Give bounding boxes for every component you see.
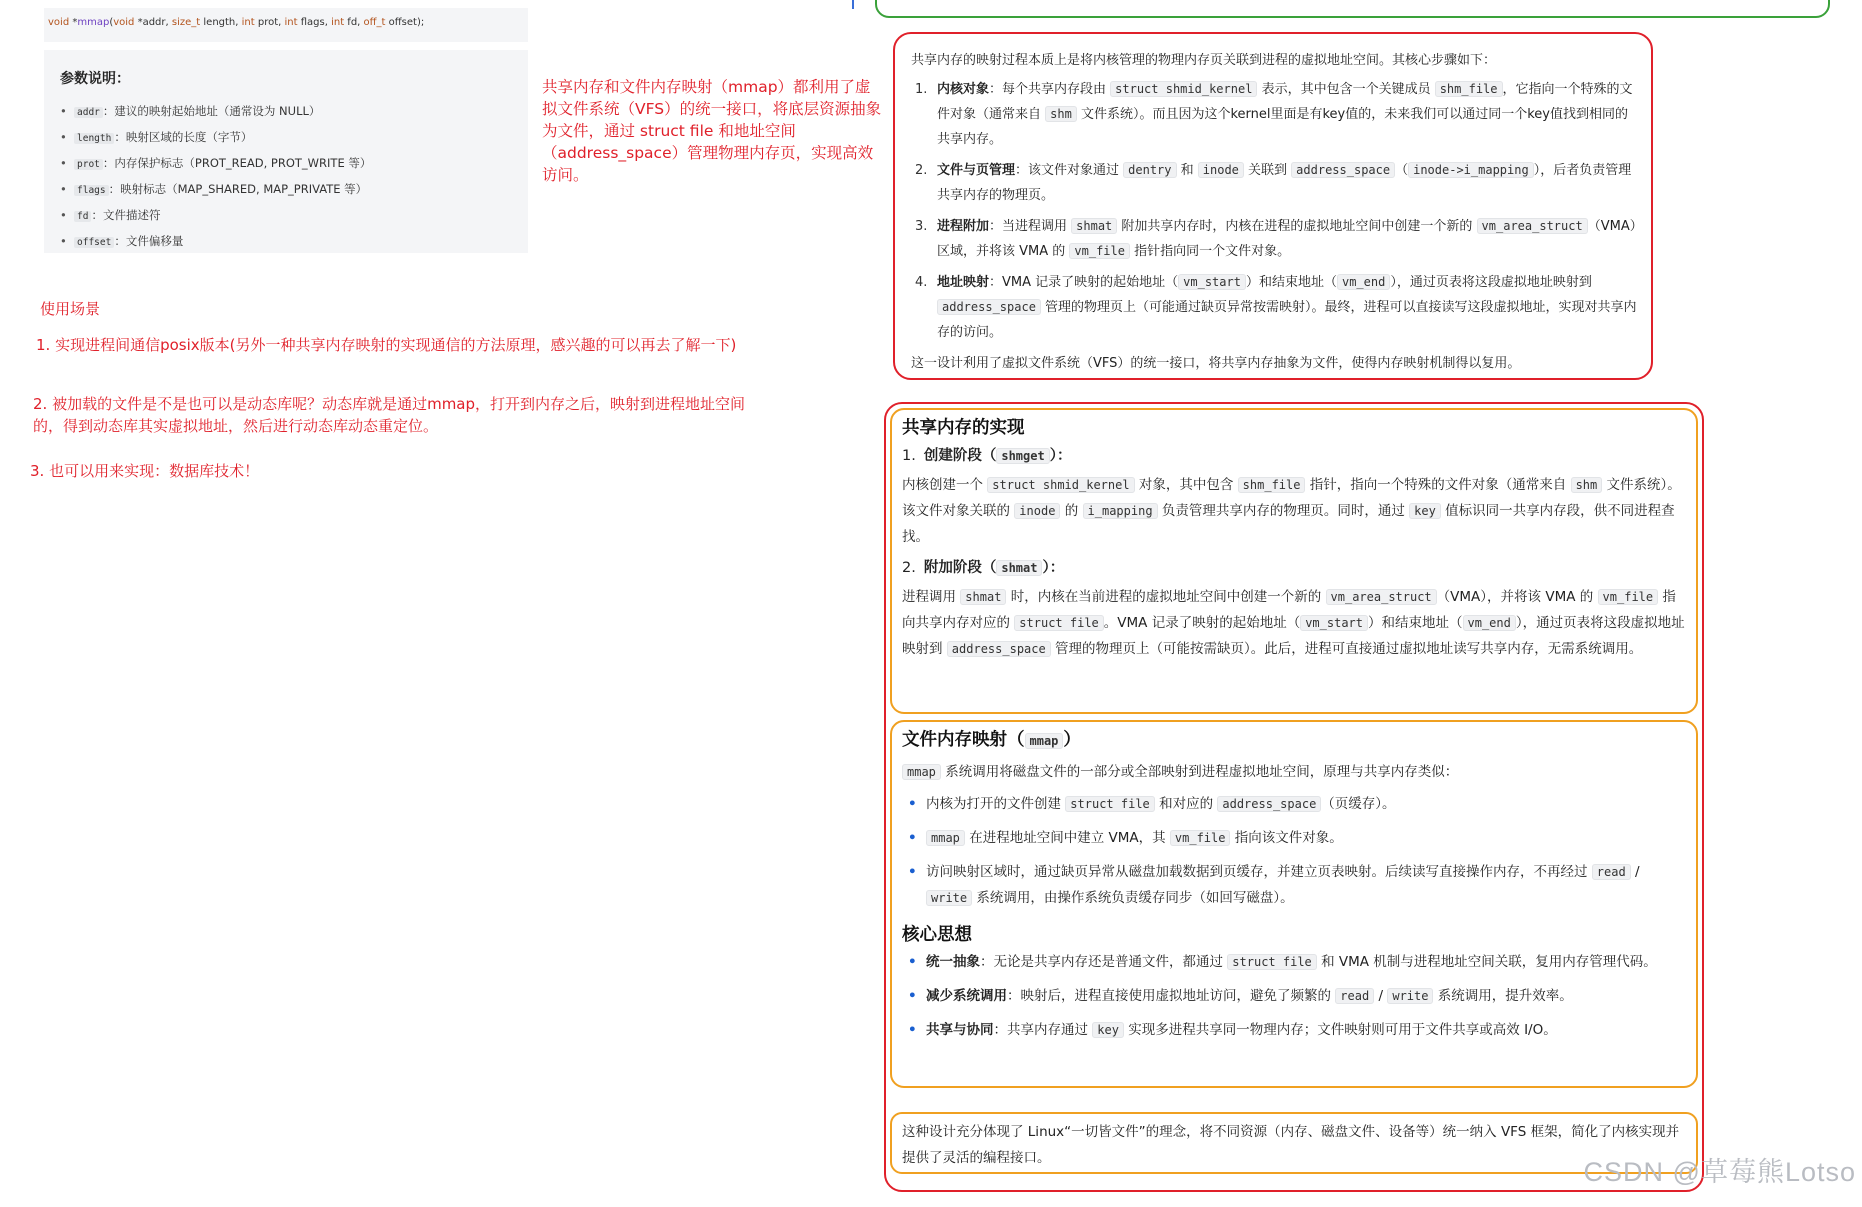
core-idea-bullet: • 统一抽象：无论是共享内存还是普通文件，都通过 struct file 和 VMA 机制与进程地址空间关联，复用内存管理代码。 — [902, 949, 1688, 975]
step-item: 2. 文件与页管理：该文件对象通过 dentry 和 inode 关联到 address_space （ inode->i_mapping ），后者负责管理共享内存的物理页。 — [915, 163, 1632, 203]
step-item: 4. 地址映射：VMA 记录了映射的起始地址（ vm_start ）和结束地址（ vm_end ），通过页表将这段虚拟地址映射到 address_space 管理的物理页上（可能通过缺页异常按需映射）。最终，进程可以直接读写这段虚拟地址，实现对共享内存的访问。 — [915, 275, 1637, 340]
mmap-box — [890, 720, 1698, 1088]
step-item: 1. 内核对象：每个共享内存段由 struct shmid_kernel 表示，其中包含一个关键成员 shm_file ，它指向一个特殊的文件对象（通常来自 shm 文件系统）。而且因为这个kernel里面是有key值的，未来我们可以通过同一个key值找到相同的共享内存。 — [915, 82, 1633, 147]
mmap-bullet: • 内核为打开的文件创建 struct file 和对应的 address_space （页缓存）。 — [902, 791, 1688, 817]
impl-phase-1-heading: 1. 创建阶段（ shmget ）： — [902, 448, 1072, 464]
mmap-title: 文件内存映射（ mmap ） — [902, 730, 1081, 750]
divider-tick — [852, 0, 854, 9]
param-item: • fd ：文件描述符 — [60, 206, 514, 232]
impl-phase-1-text: 内核创建一个 struct shmid_kernel 对象，其中包含 shm_file 指针，指向一个特殊的文件对象（通常来自 shm 文件系统）。该文件对象关联的 inode 的 i_mapping 负责管理共享内存的物理页。同时，通过 key 值标识同一共享内存段，供不同进程查找。 — [902, 477, 1681, 545]
params-list — [60, 102, 514, 258]
core-idea-bullets — [902, 949, 1688, 1043]
param-item: • prot ：内存保护标志（PROT_READ, PROT_WRITE 等） — [60, 154, 514, 180]
params-title: 参数说明： — [60, 71, 130, 87]
summary-text: 这种设计充分体现了 Linux“一切皆文件”的理念，将不同资源（内存、磁盘文件、设备等）统一纳入 VFS 框架，简化了内核实现并提供了灵活的编程接口。 — [902, 1124, 1680, 1166]
impl-title: 共享内存的实现 — [902, 418, 1025, 438]
green-frame — [875, 0, 1830, 18]
box1-outro: 这一设计利用了虚拟文件系统（VFS）的统一接口，将共享内存抽象为文件，使得内存映射机制得以复用。 — [911, 356, 1521, 371]
summary-box — [890, 1112, 1698, 1174]
vfs-annotation: 共享内存和文件内存映射（mmap）都利用了虚拟文件系统（VFS）的统一接口，将底层资源抽象为文件，通过 struct file 和地址空间（address_space）管理物理内存页，实现高效访问。 — [542, 78, 882, 184]
params-panel — [44, 50, 528, 253]
impl-phase-2-heading: 2. 附加阶段（ shmat ）： — [902, 560, 1065, 576]
mmap-intro: mmap 系统调用将磁盘文件的一部分或全部映射到进程虚拟地址空间，原理与共享内存类似： — [902, 759, 1688, 785]
impl-phase-2-text: 进程调用 shmat 时，内核在当前进程的虚拟地址空间中创建一个新的 vm_area_struct （VMA），并将该 VMA 的 vm_file 指向共享内存对应的 struct file 。VMA 记录了映射的起始地址（ vm_start ）和结束地址（ vm_end ），通过页表将这段虚拟地址映射到 address_space 管理的物理页上（可能按需缺页）。此后，进程可直接通过虚拟地址读写共享内存，无需系统调用。 — [902, 589, 1685, 657]
param-item: • flags ：映射标志（MAP_SHARED, MAP_PRIVATE 等） — [60, 180, 514, 206]
mmap-signature: void *mmap(void *addr, size_t length, int prot, int flags, int fd, off_t offset); — [44, 8, 528, 42]
mmap-bullet: • mmap 在进程地址空间中建立 VMA，其 vm_file 指向该文件对象。 — [902, 825, 1688, 851]
mmap-bullets — [902, 791, 1688, 911]
param-item: • offset ：文件偏移量 — [60, 232, 514, 258]
core-idea-bullet: • 减少系统调用：映射后，进程直接使用虚拟地址访问，避免了频繁的 read / write 系统调用，提升效率。 — [902, 983, 1688, 1009]
step-item: 3. 进程附加：当进程调用 shmat 附加共享内存时，内核在进程的虚拟地址空间中创建一个新的 vm_area_struct （VMA）区域，并将该 VMA 的 vm_file 指针指向同一个文件对象。 — [915, 219, 1637, 259]
mmap-bullet: • 访问映射区域时，通过缺页异常从磁盘加载数据到页缓存，并建立页表映射。后续读写直接操作内存，不再经过 read / write 系统调用，由操作系统负责缓存同步（如回写磁盘）。 — [902, 859, 1688, 911]
usage-item-2: 2. 被加载的文件是不是也可以是动态库呢？动态库就是通过mmap，打开到内存之后，映射到进程地址空间的，得到动态库其实虚拟地址，然后进行动态库动态重定位。 — [33, 395, 746, 435]
usage-item-3: 3. 也可以用来实现：数据库技术！ — [30, 462, 260, 480]
usage-title: 使用场景 — [40, 300, 101, 318]
box1-intro: 共享内存的映射过程本质上是将内核管理的物理内存页关联到进程的虚拟地址空间。其核心步骤如下： — [911, 53, 1497, 68]
core-idea-title: 核心思想 — [902, 925, 972, 945]
shm-implementation-box — [890, 408, 1698, 714]
core-idea-bullet: • 共享与协同：共享内存通过 key 实现多进程共享同一物理内存；文件映射则可用于文件共享或高效 I/O。 — [902, 1017, 1688, 1043]
mapping-steps — [911, 77, 1637, 345]
param-item: • addr ：建议的映射起始地址（通常设为 NULL） — [60, 102, 514, 128]
param-item: • length ：映射区域的长度（字节） — [60, 128, 514, 154]
usage-item-1: 1. 实现进程间通信posix版本(另外一种共享内存映射的实现通信的方法原理，感兴趣的可以再去了解一下) — [36, 336, 737, 354]
watermark: CSDN @草莓熊Lotso — [1583, 1157, 1856, 1187]
mapping-process-box — [893, 32, 1653, 380]
